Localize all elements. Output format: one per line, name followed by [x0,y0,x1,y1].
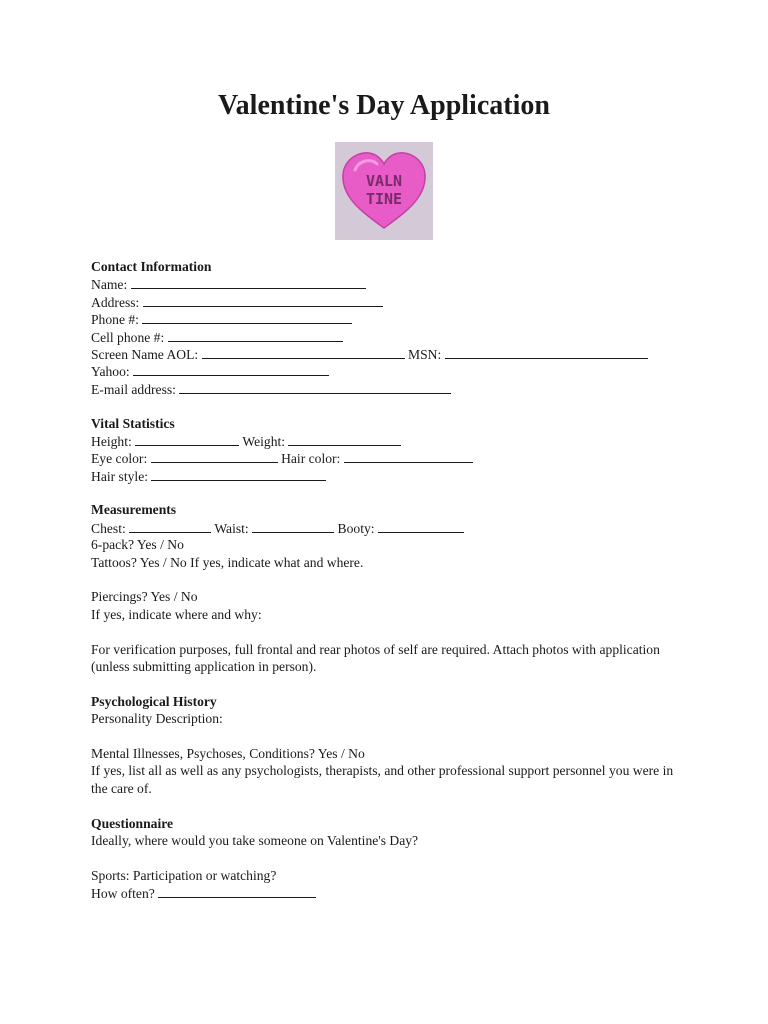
piercings-question: Piercings? Yes / No [91,589,198,605]
candy-text-line1: VALN [365,172,403,190]
how-often-label: How often? [91,886,155,902]
sixpack-question: 6-pack? Yes / No [91,537,184,553]
section-heading-questionnaire: Questionnaire [91,815,174,831]
how-often-field[interactable] [158,884,316,898]
waist-field[interactable] [252,519,334,533]
msn-label: MSN: [408,346,442,362]
eye-label: Eye color: [91,451,148,467]
candy-text-line2: TINE [365,190,403,208]
section-heading-vitals: Vital Statistics [91,415,175,431]
height-label: Height: [91,433,132,449]
hair-color-label: Hair color: [281,451,341,467]
yahoo-label: Yahoo: [91,364,130,380]
yahoo-field[interactable] [133,362,329,376]
cell-field[interactable] [168,328,343,342]
aol-label: Screen Name AOL: [91,346,199,362]
verification-note: For verification purposes, full frontal and rear photos of self are required. Attach photos with application (unless submitting application in person). [91,641,660,674]
candy-heart-icon [335,142,433,240]
address-field[interactable] [143,293,383,307]
height-field[interactable] [135,432,239,446]
section-heading-psych: Psychological History [91,693,217,709]
tattoos-question: Tattoos? Yes / No If yes, indicate what and where. [91,554,364,570]
booty-label: Booty: [337,520,375,536]
hair-color-field[interactable] [344,449,473,463]
booty-field[interactable] [378,519,464,533]
name-label: Name: [91,277,128,293]
mental-question: Mental Illnesses, Psychoses, Conditions? Yes / No [91,745,365,761]
eye-field[interactable] [151,449,278,463]
mental-detail: If yes, list all as well as any psychologists, therapists, and other professional support personnel you were in the care of. [91,763,674,796]
weight-field[interactable] [288,432,401,446]
application-form [91,258,691,902]
phone-field[interactable] [142,310,352,324]
hair-style-field[interactable] [151,467,326,481]
email-label: E-mail address: [91,381,176,397]
document-title: Valentine's Day Application [218,90,550,121]
phone-label: Phone #: [91,312,139,328]
piercings-detail: If yes, indicate where and why: [91,606,262,622]
sports-question: Sports: Participation or watching? [91,867,277,883]
candy-heart-image [335,142,433,240]
name-field[interactable] [131,275,366,289]
chest-field[interactable] [129,519,211,533]
aol-field[interactable] [202,345,405,359]
chest-label: Chest: [91,520,126,536]
hair-style-label: Hair style: [91,468,149,484]
valentine-question: Ideally, where would you take someone on Valentine's Day? [91,832,419,848]
msn-field[interactable] [445,345,648,359]
waist-label: Waist: [214,520,249,536]
section-heading-measurements: Measurements [91,502,177,518]
cell-label: Cell phone #: [91,329,165,345]
personality-label: Personality Description: [91,711,223,727]
section-heading-contact: Contact Information [91,259,212,274]
address-label: Address: [91,294,140,310]
email-field[interactable] [179,380,451,394]
weight-label: Weight: [242,433,286,449]
